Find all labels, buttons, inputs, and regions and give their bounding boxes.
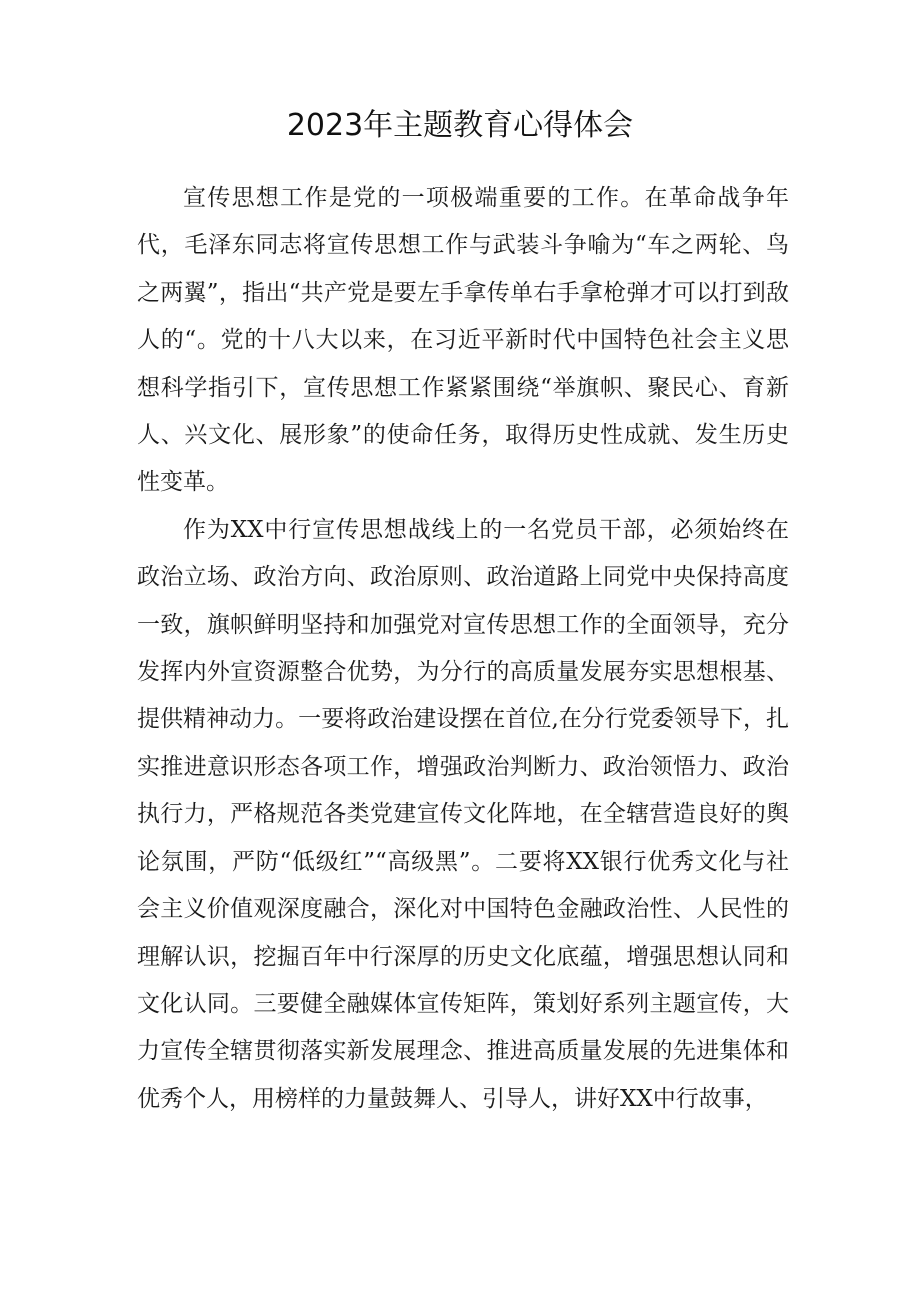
- document-title: 2023年主题教育心得体会: [286, 108, 634, 143]
- paragraph-2: 作为XX中行宣传思想战线上的一名党员干部，必须始终在政治立场、政治方向、政治原则、政治道路上同党中央保持高度一致，旗帜鲜明坚持和加强党对宣传思想工作的全面领导，充分发挥内外宣资源整合优势，为分行的高质量发展夯实思想根基、提供精神动力。一要将政治建设摆在首位,在分行党委领导下，扎实推进意识形态各项工作，增强政治判断力、政治领悟力、政治执行力，严格规范各类党建宣传文化阵地，在全辖营造良好的舆论氛围，严防“低级红”“高级黑”。二要将XX银行优秀文化与社会主义价值观深度融合，深化对中国特色金融政治性、人民性的理解认识，挖掘百年中行深厚的历史文化底蕴，增强思想认同和文化认同。三要健全融媒体宣传矩阵，策划好系列主题宣传，大力宣传全辖贯彻落实新发展理念、推进高质量发展的先进集体和优秀个人，用榜样的力量鼓舞人、引导人，讲好XX中行故事，: [137, 516, 789, 1112]
- document-body: [137, 175, 789, 1123]
- paragraph-1: 宣传思想工作是党的一项极端重要的工作。在革命战争年代，毛泽东同志将宣传思想工作与武装斗争喻为“车之两轮、鸟之两翼”，指出“共产党是要左手拿传单右手拿枪弹才可以打到敌人的“。党的十八大以来，在习近平新时代中国特色社会主义思想科学指引下，宣传思想工作紧紧围绕“举旗帜、聚民心、育新人、兴文化、展形象”的使命任务，取得历史性成就、发生历史性变革。: [137, 185, 789, 496]
